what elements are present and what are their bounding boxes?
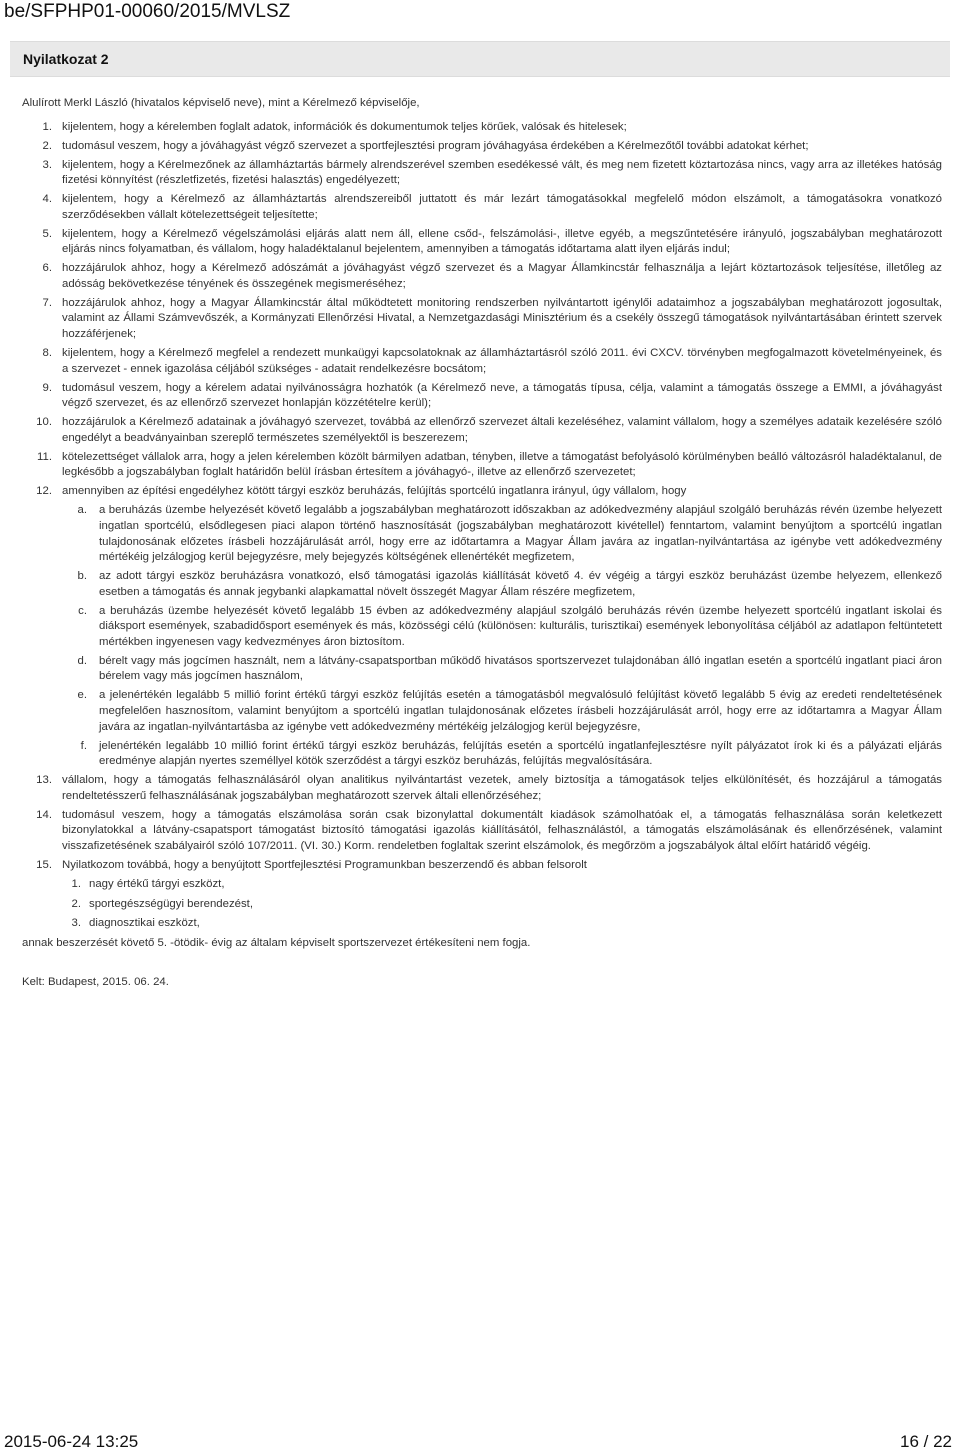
sub-list-item-letter: f. (80, 739, 87, 752)
list-item-text: tudomásul veszem, hogy a kérelem adatai nyilvánosságra hozhatók (a Kérelmező neve, a támogatás típusa, célja, valamint a támogatás összege a EMMI, a jóváhagyást végző szervezet, és az ellenőrző szervezet honlapján közzétételre kerül); (62, 381, 942, 410)
list-item (22, 381, 942, 412)
list-item-text: hozzájárulok ahhoz, hogy a Kérelmező adószámát a jóváhagyást végző szervezet és a Magyar Államkincstár felhasználja a lejárt köztartozások teljesítése, illetőleg az adósság bekövetkezése tényének és összegének megismeréséhez; (62, 262, 942, 290)
sub-list-item-text: a beruházás üzembe helyezését követő legalább a jogszabályban meghatározott időszakban az adókedvezmény alapjául szolgáló beruházás révén üzembe helyezett ingatlan sportcélú, elsődlegesen piaci alapon történő hasznosítását (jogszabályban meghatározott kivétellel) fenntartom, valamint benyújtom a sportcélú ingatlan tulajdonosának előzetes írásbeli hozzájárulását arról, hogy erre az időtartamra a Magyar Állam javára az ingatlan-nyilvántartása az igénybe vett adókedvezmény mértékéig jelzálogjog kerül bejegyzésre, mely bejegyzés költségének ellenértékét megfizetem, (99, 504, 942, 564)
footer-timestamp: 2015-06-24 13:25 (4, 1432, 139, 1451)
list-item (22, 450, 942, 481)
sub-list-item (62, 654, 942, 685)
sub-list-item-text: az adott tárgyi eszköz beruházásra vonatkozó, első támogatási igazolás kiállítását követő 4. év végéig a tárgyi eszköz beruházást üzembe helyezem, ellenkező esetben a támogatás és annak jegybanki alapkamattal növelt összegét Magyar Állam részére megfizetem, (99, 570, 942, 598)
list-item-text: kijelentem, hogy a Kérelmező az államháztartás alrendszereiből juttatott és már lezárt támogatásokkal megfelelő módon elszámolt, a támogatásokra vonatkozó szerződésekben vállalt kötelezettségeit teljesítette; (62, 193, 942, 221)
list-item (22, 858, 942, 932)
equipment-list-item (62, 916, 942, 932)
sub-list-item (62, 739, 942, 770)
document-id: be/SFPHP01-00060/2015/MVLSZ (4, 1, 291, 22)
list-item-number: 5. (42, 227, 52, 240)
sub-list-item (62, 503, 942, 565)
list-item-number: 2. (42, 139, 52, 152)
list-item-number: 14. (36, 808, 52, 821)
sub-list-item-text: a jelenértékén legalább 5 millió forint értékű tárgyi eszköz felújítás esetén a támogatásból megvalósuló felújítást követő legalább 5 évig az eredeti rendeltetésének megfelelően hasznosítom, valamint benyújtom a sportcélú ingatlan tulajdonosának előzetes írásbeli hozzájárulását arról, hogy erre az időtartamra a Magyar Állam javára az ingatlan-nyilvántartásba az igénybe vett adókedvezmény mértékéig jelzálogjog kerül bejegyzésre, (99, 689, 942, 733)
list-item-number: 8. (42, 347, 52, 360)
sub-list-item-letter: b. (77, 570, 87, 583)
list-item-text: kijelentem, hogy a kérelemben foglalt adatok, információk és dokumentumok teljes körűek, valósak és hitelesek; (62, 120, 627, 133)
list-item-text: Nyilatkozom továbbá, hogy a benyújtott Sportfejlesztési Programunkban beszerzendő és abban felsorolt (62, 858, 587, 871)
list-item-number: 7. (42, 296, 52, 309)
declaration-body (22, 96, 942, 1002)
list-item-number: 11. (37, 450, 52, 463)
list-item (22, 139, 942, 155)
sub-list-item-text: jelenértékén legalább 10 millió forint értékű tárgyi eszköz beruházás, felújítás esetén a sportcélú ingatlanfejlesztésre nyílt pályázatot írok ki és a pályázati eljárás eredménye alapján nyertes személlyel kötök szerződést a tárgyi eszköz beruházás, felújítás megvalósítására. (99, 739, 942, 768)
list-item-number: 4. (42, 193, 52, 206)
closing-statement: annak beszerzését követő 5. -ötödik- évig az általam képviselt sportszervezet értékesíteni nem fogja. (22, 936, 531, 949)
list-item-text: tudomásul veszem, hogy a támogatás elszámolása során csak bizonylattal dokumentált kiadások számolhatóak el, a támogatás felhasználása során keletkezett bizonylatokkal a látvány-csapatsport támogatást biztosító támogatási igazolás kiállításától, felhasználástól, a támogatás elszámolásának és ellenőrzésének, valamint visszafizetésének szabályairól szóló 107/2011. (VI. 30.) Korm. rendeletben foglaltak szerint elszámolok, és megőrzöm a jogszabályok által előírt határidő végéig. (62, 808, 942, 852)
sub-list-item (62, 604, 942, 651)
sub-list-item-letter: d. (77, 654, 87, 667)
sub-list-item-letter: a. (77, 504, 87, 517)
sub-list (62, 503, 942, 769)
list-item (22, 808, 942, 855)
sub-list-item-letter: e. (77, 689, 87, 702)
list-item-number: 10. (36, 416, 52, 429)
sub-list-item-text: a beruházás üzembe helyezését követő legalább 15 évben az adókedvezmény alapjául szolgáló beruházás révén üzembe helyezett sportcélú ingatlant iskolai és diáksport események, szabadidősport események és más, közösségi célú (különösen: kulturális, turisztikai) események lebonyolítása céljából az adatlapon feltüntetett mértékben ingyenesen vagy kedvezményes áron biztosítom. (99, 604, 942, 648)
list-item-text: kijelentem, hogy a Kérelmezőnek az államháztartás bármely alrendszerével szemben esedékessé vált, és meg nem fizetett köztartozása nincs, vagy arra az illetékes hatóság fizetési könnyítést (részletfizetés, fizetési halasztás) engedélyezett; (62, 158, 942, 187)
list-item (22, 415, 942, 446)
equipment-list-number: 2. (71, 897, 81, 910)
equipment-list-text: sportegészségügyi berendezést, (89, 897, 254, 910)
equipment-list-number: 3. (71, 917, 81, 930)
sub-list-item (62, 569, 942, 600)
equipment-list-item (62, 897, 942, 913)
list-item (22, 484, 942, 769)
list-item-number: 13. (36, 774, 52, 787)
sub-list-item-text: bérelt vagy más jogcímen használt, nem a látvány-csapatsportban működő hivatásos sportszervezet tulajdonában álló ingatlan esetén a sportcélú ingatlant piaci áron bérelem vagy más jogcímen használom, (99, 654, 942, 683)
list-item-number: 1. (42, 120, 52, 133)
list-item (22, 120, 942, 136)
list-item-text: hozzájárulok a Kérelmező adatainak a jóváhagyó szervezet, továbbá az ellenőrző szervezet általi kezeléséhez, valamint vállalom, hogy a személyes adataik kezelésére szóló engedélyt a beadványainban szereplő természetes személyektől is beszerezem; (62, 416, 942, 444)
section-title: Nyilatkozat 2 (23, 51, 109, 67)
list-item (22, 192, 942, 223)
list-item-text: amennyiben az építési engedélyhez kötött tárgyi eszköz beruházás, felújítás sportcélú ingatlanra irányul, úgy vállalom, hogy (62, 485, 687, 498)
list-item-text: tudomásul veszem, hogy a jóváhagyást végző szervezet a sportfejlesztési program jóváhagyása érdekében a Kérelmezőtől további adatokat kérhet; (62, 139, 809, 152)
list-item-number: 9. (42, 381, 52, 394)
footer-page-number: 16 / 22 (900, 1432, 952, 1451)
list-item (22, 773, 942, 804)
list-item-text: hozzájárulok ahhoz, hogy a Magyar Államkincstár által működtetett monitoring rendszerben nyilvántartott igénylői adataimhoz a jogszabályban meghatározott jogosultak, valamint az Állami Számvevőszék, a Kormányzati Ellenőrzési Hivatal, a Nemzetgazdasági Minisztérium és a csekély összegű támogatások nyilvántartásában érintett szervek hozzáférjenek; (62, 296, 942, 341)
equipment-list (62, 877, 942, 932)
list-item-text: kötelezettséget vállalok arra, hogy a jelen kérelemben közölt bármilyen adatban, tényben, illetve a támogatást befolyásoló körülményben beálló változásról haladéktalanul, de legkésőbb a jogszabályban foglalt határidőn belül írásban értesítem a jóváhagyó-, illetve az ellenőrző szervezetet; (62, 450, 942, 479)
intro-text: Alulírott Merkl László (hivatalos képviselő neve), mint a Kérelmező képviselője, (22, 97, 420, 109)
equipment-list-text: nagy értékű tárgyi eszközt, (89, 877, 225, 890)
list-item-number: 6. (42, 262, 52, 275)
signature-line: Kelt: Budapest, 2015. 06. 24. (22, 976, 169, 989)
sub-list-item-letter: c. (78, 604, 87, 617)
declaration-list (22, 120, 942, 932)
list-item-number: 3. (42, 158, 52, 171)
list-item-text: vállalom, hogy a támogatás felhasználásáról olyan analitikus nyilvántartást vezetek, amely biztosítja a támogatások teljes elkülönítését, és hozzájárul a támogatás rendeltetésszerű felhasználásának jogszabályban meghatározott szervek általi ellenőrzéséhez; (62, 774, 942, 802)
list-item-number: 12. (36, 485, 52, 498)
list-item (22, 261, 942, 292)
list-item (22, 158, 942, 189)
list-item-text: kijelentem, hogy a Kérelmező végelszámolási eljárás alatt nem áll, ellene csőd-, felszámolási-, illetve egyéb, a megszűntetésére irányuló, jogszabályban meghatározott eljárás nincs folyamatban, és vállalom, hogy haladéktalanul bejelentem, amennyiben a támogatás időtartama alatt ilyen eljárás indul; (62, 227, 942, 256)
list-item (22, 346, 942, 377)
equipment-list-text: diagnosztikai eszközt, (89, 917, 200, 930)
list-item-text: kijelentem, hogy a Kérelmező megfelel a rendezett munkaügyi kapcsolatoknak az államháztartásról szóló 2011. évi CXCV. törvényben megfogalmazott követelményeinek, és a szervezet - ennek igazolása céljából szükséges - adatait rendelkezésre bocsátom; (62, 347, 942, 375)
list-item (22, 227, 942, 258)
sub-list-item (62, 688, 942, 735)
list-item (22, 296, 942, 343)
list-item-number: 15. (36, 858, 52, 871)
section-header (10, 41, 950, 77)
equipment-list-item (62, 877, 942, 893)
equipment-list-number: 1. (71, 877, 81, 890)
